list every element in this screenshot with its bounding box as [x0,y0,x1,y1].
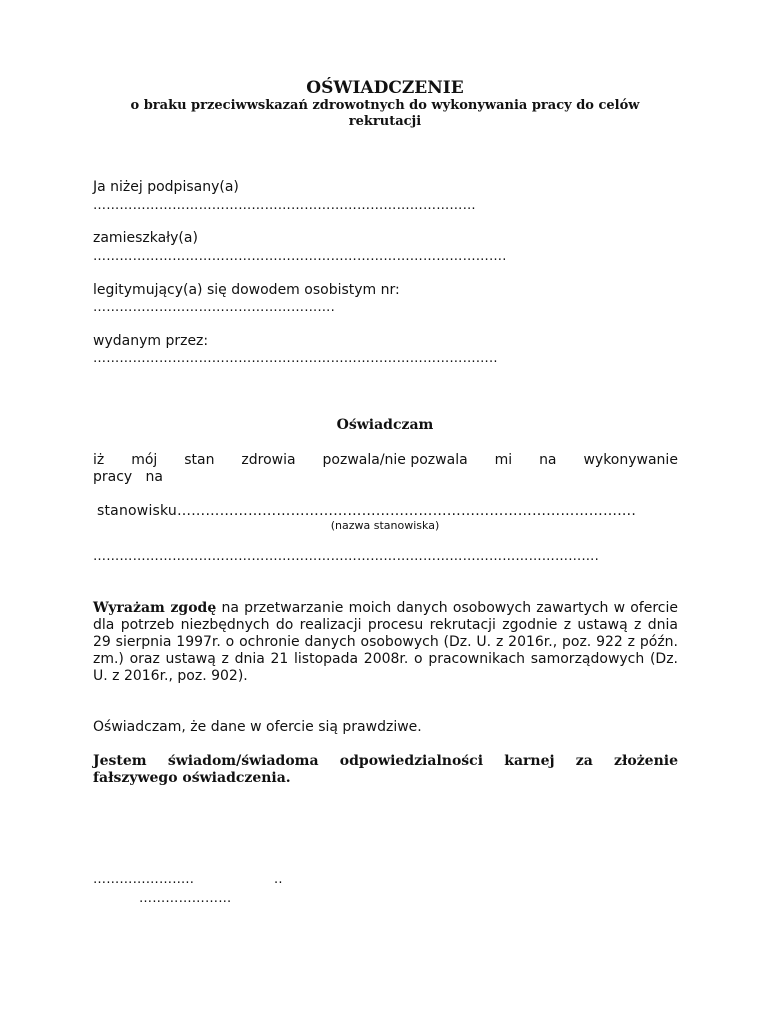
signature-dots-2: ………………… [139,891,232,906]
health-word: zdrowia [241,452,296,468]
id-dots-field: ………………………………………………. [93,300,335,315]
liability-statement: Jestem świadom/świadoma odpowiedzialności karnej za złożenie fałszywego oświadczenia. [93,753,678,786]
consent-text: na przetwarzanie moich danych osobowych zawartych w ofercie dla potrzeb niezbędnych do realizacji procesu rekrutacji zgodnie z ustawą z dnia 29 sierpnia 1997r. o ochronie danych osobowych (Dz. U. z 2016r., poz. 922 z późn. zm.) oraz ustawą z dnia 21 listopada 2008r. o pracownikach samorządowych (Dz. U. z 2016r., poz. 902). [93,600,679,684]
health-word: iż [93,452,105,468]
name-dots-field: …………………………………………………………………………… [93,198,476,213]
address-label: zamieszkały(a) [93,230,198,246]
position-caption: (nazwa stanowiska) [330,519,440,532]
health-word: mój [131,452,158,468]
issued-dots-field: ……………………………………………………………………………….. [93,351,498,366]
extra-dots-field: ……………………………………………………………………………………………………. [93,549,599,564]
position-field: stanowisku……………………………………………………………………………………. [97,503,637,519]
signature-dots-1: ………………….. [93,872,195,887]
health-statement-line-2: pracy na [93,469,164,485]
health-statement-line [93,452,678,469]
health-choice: pozwala/nie pozwala [322,452,468,468]
consent-paragraph [93,600,678,685]
document-subtitle: o braku przeciwwskazań zdrowotnych do wykonywania pracy do celów rekrutacji [130,98,640,129]
address-dots-field: …………………………………………………………………………………. [93,249,507,264]
health-word: mi [494,452,513,468]
health-word: stan [184,452,215,468]
consent-bold: Wyrażam zgodę [93,600,217,616]
health-word: na [539,452,557,468]
truth-statement: Oświadczam, że dane w ofercie sią prawdziwe. [93,719,422,735]
signature-dots-trailing: .. [274,872,283,887]
issued-label: wydanym przez: [93,333,209,349]
name-label: Ja niżej podpisany(a) [93,179,239,195]
document-title: OŚWIADCZENIE [306,78,464,98]
health-word: wykonywanie [583,452,678,468]
declaration-heading: Oświadczam [336,417,434,433]
id-label: legitymujący(a) się dowodem osobistym nr: [93,282,400,298]
